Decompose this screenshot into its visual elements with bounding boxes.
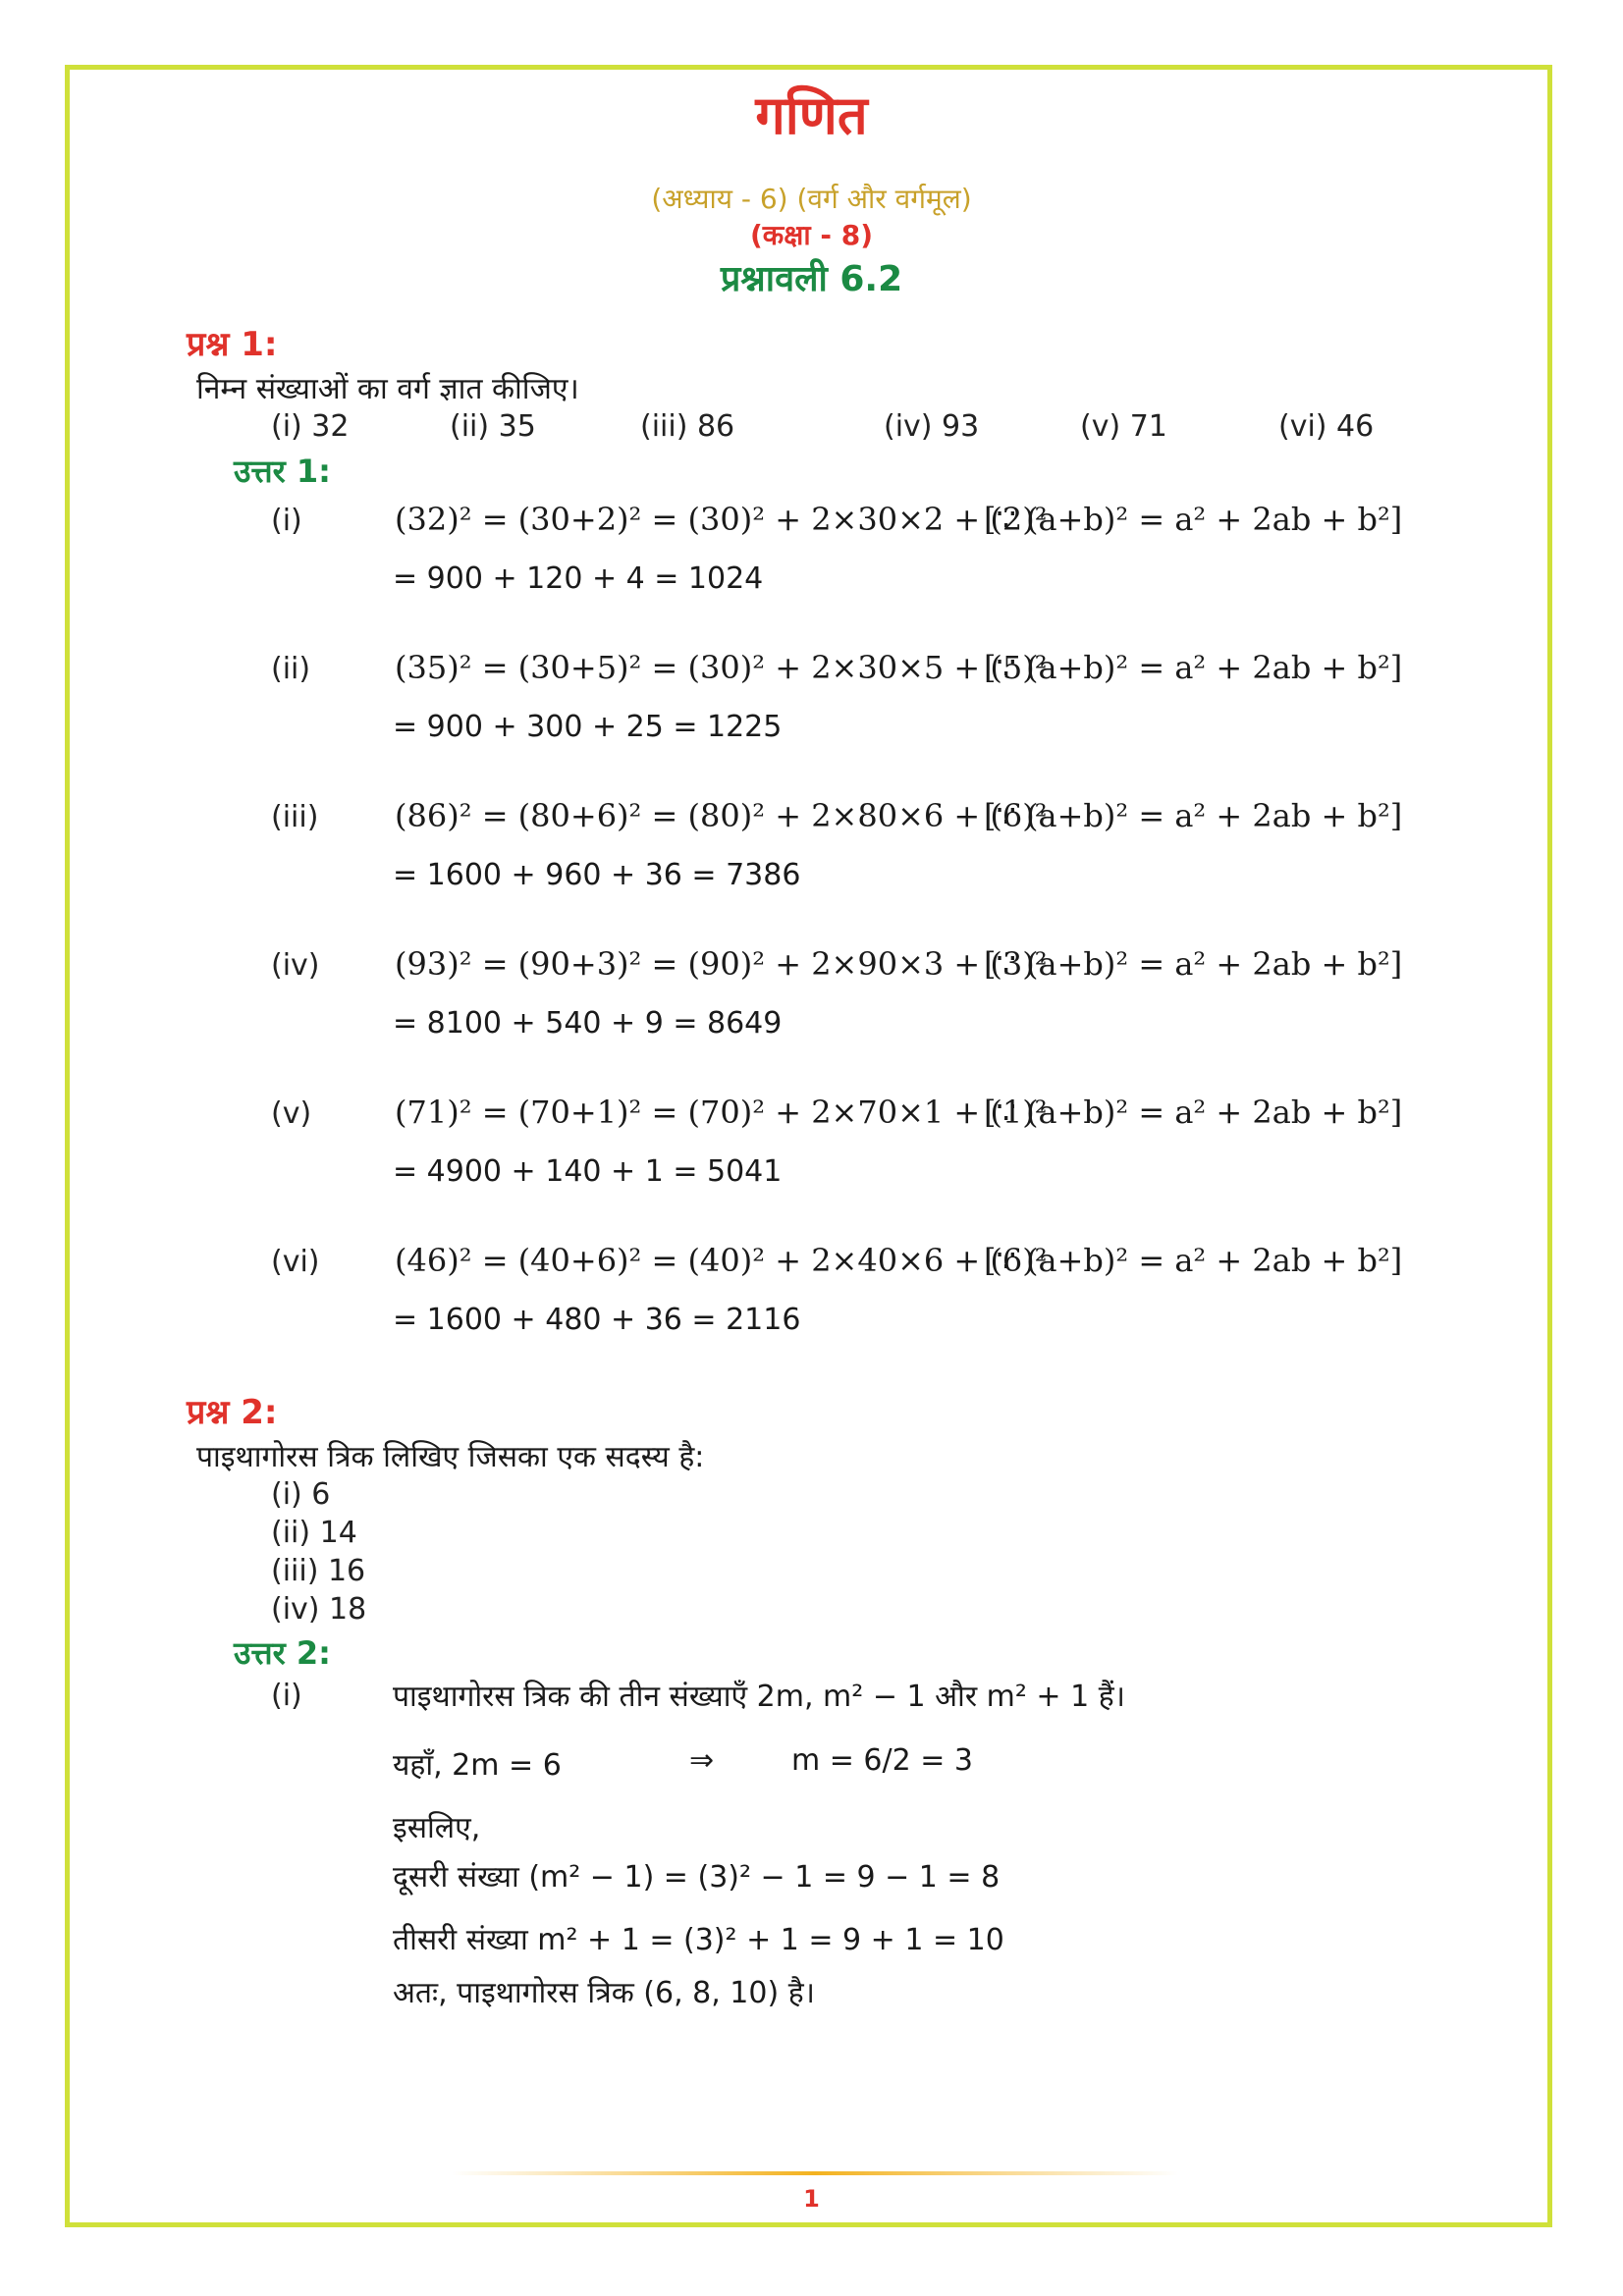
second-number-line: दूसरी संख्या (m² − 1) = (3)² − 1 = 9 − 1 = 8 (393, 1860, 1001, 1895)
q2-option: (i) 6 (271, 1477, 331, 1512)
chapter-subtitle: (अध्याय - 6) (वर्ग और वर्गमूल) (651, 183, 972, 215)
result-line: = 1600 + 960 + 36 = 7386 (393, 858, 801, 892)
class-label: (कक्षा - 8) (749, 219, 874, 251)
question-2-text: पाइथागोरस त्रिक लिखिए जिसका एक सदस्य है: (196, 1440, 705, 1474)
footer-divider (452, 2171, 1178, 2175)
q1-option: (v) 71 (1080, 409, 1167, 444)
expansion-equation: (86)² = (80+6)² = (80)² + 2×80×6 + (6)² (395, 797, 1048, 834)
question-1-text: निम्न संख्याओं का वर्ग ज्ञात कीजिए। (196, 372, 579, 406)
q2-option: (iii) 16 (271, 1554, 366, 1588)
part-label: (iii) (271, 800, 319, 834)
part-label: (iv) (271, 948, 320, 983)
identity-note: [∵ (a+b)² = a² + 2ab + b²] (984, 649, 1403, 686)
result-line: = 1600 + 480 + 36 = 2116 (393, 1303, 801, 1337)
part-label: (i) (271, 504, 302, 538)
identity-note: [∵ (a+b)² = a² + 2ab + b²] (984, 1242, 1403, 1279)
therefore-line: इसलिए, (393, 1811, 481, 1845)
page-title: गणित (755, 84, 868, 146)
result-line: = 900 + 120 + 4 = 1024 (393, 561, 764, 596)
result-line: = 900 + 300 + 25 = 1225 (393, 710, 783, 744)
expansion-equation: (35)² = (30+5)² = (30)² + 2×30×5 + (5)² (395, 649, 1048, 686)
part-label: (v) (271, 1096, 312, 1131)
page-number: 1 (803, 2185, 820, 2213)
question-2-heading: प्रश्न 2: (187, 1393, 278, 1432)
identity-note: [∵ (a+b)² = a² + 2ab + b²] (984, 945, 1403, 983)
exercise-title: प्रश्नावली 6.2 (720, 259, 903, 299)
given-line: यहाँ, 2m = 6 (393, 1748, 562, 1783)
q2-option: (ii) 14 (271, 1516, 357, 1550)
q1-option: (vi) 46 (1278, 409, 1375, 444)
conclusion-line: अतः, पाइथागोरस त्रिक (6, 8, 10) है। (393, 1976, 816, 2010)
expansion-equation: (71)² = (70+1)² = (70)² + 2×70×1 + (1)² (395, 1094, 1048, 1131)
triplet-formula-line: पाइथागोरस त्रिक की तीन संख्याएँ 2m, m² − 1 और m² + 1 हैं। (393, 1680, 1126, 1714)
expansion-equation: (93)² = (90+3)² = (90)² + 2×90×3 + (3)² (395, 945, 1048, 983)
identity-note: [∵ (a+b)² = a² + 2ab + b²] (984, 797, 1403, 834)
answer-2-heading: उत्तर 2: (234, 1634, 331, 1672)
q1-option: (ii) 35 (450, 409, 536, 444)
result-line: = 4900 + 140 + 1 = 5041 (393, 1154, 783, 1189)
identity-note: [∵ (a+b)² = a² + 2ab + b²] (984, 501, 1403, 538)
q1-option: (iv) 93 (884, 409, 980, 444)
part-label: (i) (271, 1679, 302, 1713)
q2-option: (iv) 18 (271, 1592, 367, 1627)
identity-note: [∵ (a+b)² = a² + 2ab + b²] (984, 1094, 1403, 1131)
q1-option: (iii) 86 (640, 409, 735, 444)
third-number-line: तीसरी संख्या m² + 1 = (3)² + 1 = 9 + 1 = 10 (393, 1923, 1004, 1957)
expansion-equation: (32)² = (30+2)² = (30)² + 2×30×2 + (2)² (395, 501, 1048, 538)
question-1-heading: प्रश्न 1: (187, 325, 278, 364)
part-label: (ii) (271, 652, 311, 686)
part-label: (vi) (271, 1245, 320, 1279)
answer-1-heading: उत्तर 1: (234, 453, 331, 490)
q1-option: (i) 32 (271, 409, 350, 444)
expansion-equation: (46)² = (40+6)² = (40)² + 2×40×6 + (6)² (395, 1242, 1048, 1279)
m-value: m = 6/2 = 3 (791, 1743, 974, 1778)
implies-arrow: ⇒ (689, 1743, 715, 1778)
result-line: = 8100 + 540 + 9 = 8649 (393, 1006, 783, 1041)
